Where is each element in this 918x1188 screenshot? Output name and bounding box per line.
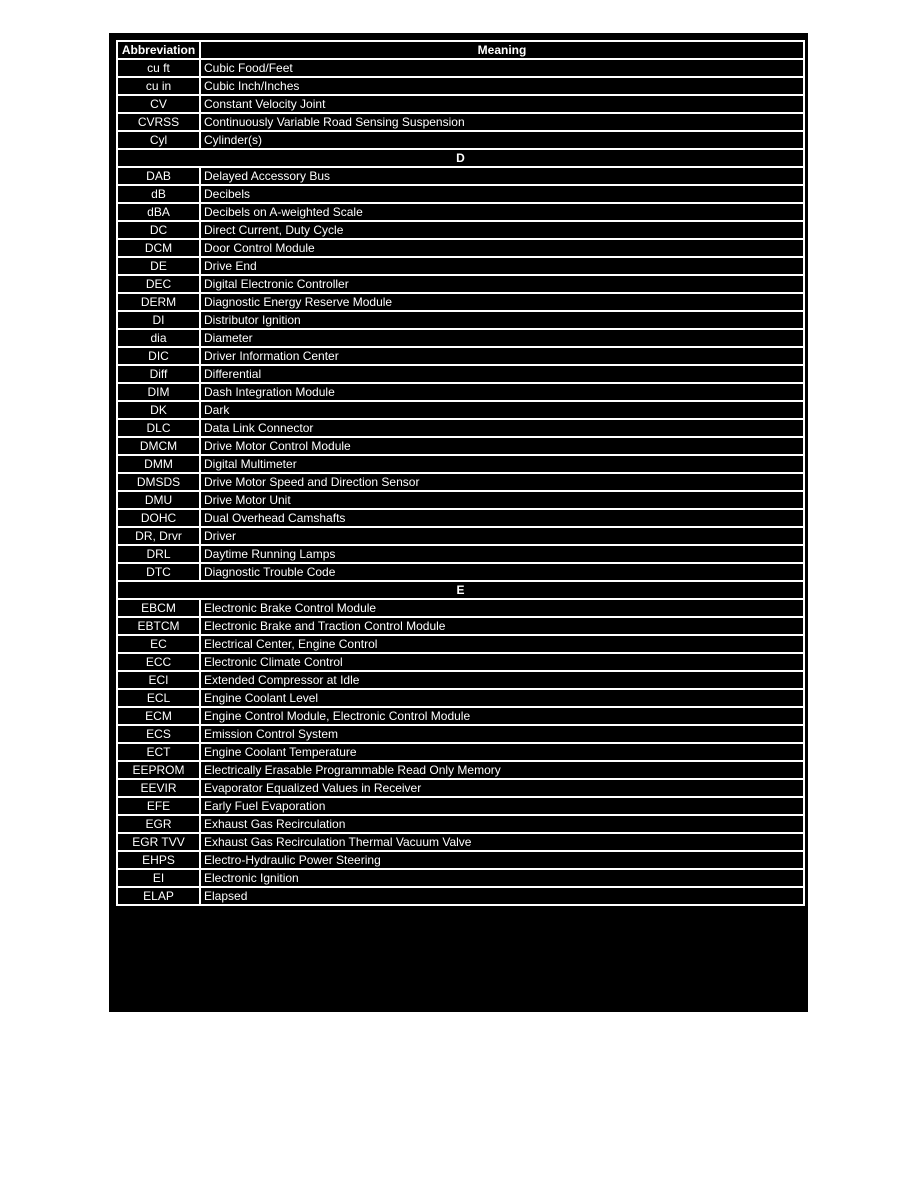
table-row	[117, 257, 804, 275]
meaning-cell: Diagnostic Trouble Code	[200, 563, 804, 581]
table-row	[117, 473, 804, 491]
abbreviation-cell: DCM	[117, 239, 200, 257]
abbreviation-cell: cu in	[117, 77, 200, 95]
meaning-cell: Door Control Module	[200, 239, 804, 257]
meaning-cell: Differential	[200, 365, 804, 383]
abbreviation-cell: ECC	[117, 653, 200, 671]
abbreviation-cell: EC	[117, 635, 200, 653]
meaning-cell: Digital Multimeter	[200, 455, 804, 473]
meaning-cell: Engine Coolant Level	[200, 689, 804, 707]
table-row	[117, 887, 804, 905]
abbreviation-cell: DK	[117, 401, 200, 419]
abbreviation-cell: cu ft	[117, 59, 200, 77]
table-row	[117, 761, 804, 779]
abbreviation-cell: EGR	[117, 815, 200, 833]
table-row	[117, 743, 804, 761]
table-row	[117, 275, 804, 293]
abbreviation-cell: dB	[117, 185, 200, 203]
table-row	[117, 653, 804, 671]
abbreviation-cell: DTC	[117, 563, 200, 581]
table-row	[117, 365, 804, 383]
meaning-cell: Electrical Center, Engine Control	[200, 635, 804, 653]
meaning-cell: Elapsed	[200, 887, 804, 905]
abbreviation-cell: DR, Drvr	[117, 527, 200, 545]
abbreviation-cell: DC	[117, 221, 200, 239]
abbreviation-cell: DEC	[117, 275, 200, 293]
abbreviation-cell: CVRSS	[117, 113, 200, 131]
abbreviation-cell: EBTCM	[117, 617, 200, 635]
abbreviation-cell: DIC	[117, 347, 200, 365]
meaning-cell: Electronic Climate Control	[200, 653, 804, 671]
abbreviation-cell: EHPS	[117, 851, 200, 869]
table-row	[117, 797, 804, 815]
abbreviation-cell: DLC	[117, 419, 200, 437]
table-row	[117, 635, 804, 653]
table-row	[117, 815, 804, 833]
table-row	[117, 167, 804, 185]
abbreviation-cell: DMCM	[117, 437, 200, 455]
table-row	[117, 617, 804, 635]
section-row	[117, 149, 804, 167]
abbreviation-cell: EFE	[117, 797, 200, 815]
meaning-cell: Exhaust Gas Recirculation Thermal Vacuum Valve	[200, 833, 804, 851]
meaning-cell: Drive Motor Control Module	[200, 437, 804, 455]
table-body	[117, 59, 804, 905]
meaning-cell: Extended Compressor at Idle	[200, 671, 804, 689]
meaning-cell: Engine Coolant Temperature	[200, 743, 804, 761]
section-row	[117, 581, 804, 599]
meaning-cell: Electronic Ignition	[200, 869, 804, 887]
meaning-cell: Emission Control System	[200, 725, 804, 743]
abbreviation-cell: ECI	[117, 671, 200, 689]
abbreviation-cell: Diff	[117, 365, 200, 383]
meaning-cell: Early Fuel Evaporation	[200, 797, 804, 815]
table-row	[117, 437, 804, 455]
abbreviation-cell: dBA	[117, 203, 200, 221]
table-row	[117, 185, 804, 203]
meaning-cell: Distributor Ignition	[200, 311, 804, 329]
meaning-cell: Engine Control Module, Electronic Control Module	[200, 707, 804, 725]
meaning-cell: Electronic Brake Control Module	[200, 599, 804, 617]
abbreviation-cell: Cyl	[117, 131, 200, 149]
meaning-cell: Cubic Inch/Inches	[200, 77, 804, 95]
meaning-cell: Evaporator Equalized Values in Receiver	[200, 779, 804, 797]
abbreviation-cell: DMM	[117, 455, 200, 473]
table-row	[117, 239, 804, 257]
table-row	[117, 59, 804, 77]
table-row	[117, 545, 804, 563]
meaning-cell: Electrically Erasable Programmable Read Only Memory	[200, 761, 804, 779]
abbreviation-cell: EBCM	[117, 599, 200, 617]
table-row	[117, 689, 804, 707]
table-row	[117, 203, 804, 221]
table-row	[117, 401, 804, 419]
abbreviation-cell: EGR TVV	[117, 833, 200, 851]
table-row	[117, 833, 804, 851]
abbreviation-cell: DE	[117, 257, 200, 275]
abbreviation-cell: DIM	[117, 383, 200, 401]
abbreviation-cell: DRL	[117, 545, 200, 563]
abbreviation-cell: ECM	[117, 707, 200, 725]
table-row	[117, 113, 804, 131]
table-row	[117, 851, 804, 869]
meaning-cell: Dash Integration Module	[200, 383, 804, 401]
table-row	[117, 347, 804, 365]
header-abbreviation: Abbreviation	[117, 41, 200, 59]
abbreviation-table	[116, 40, 805, 906]
abbreviation-cell: ECS	[117, 725, 200, 743]
meaning-cell: Dual Overhead Camshafts	[200, 509, 804, 527]
meaning-cell: Decibels on A-weighted Scale	[200, 203, 804, 221]
abbreviation-cell: DMU	[117, 491, 200, 509]
meaning-cell: Driver Information Center	[200, 347, 804, 365]
table-row	[117, 455, 804, 473]
meaning-cell: Electronic Brake and Traction Control Module	[200, 617, 804, 635]
meaning-cell: Digital Electronic Controller	[200, 275, 804, 293]
meaning-cell: Constant Velocity Joint	[200, 95, 804, 113]
meaning-cell: Direct Current, Duty Cycle	[200, 221, 804, 239]
table-row	[117, 131, 804, 149]
meaning-cell: Cubic Food/Feet	[200, 59, 804, 77]
meaning-cell: Continuously Variable Road Sensing Suspension	[200, 113, 804, 131]
table-row	[117, 563, 804, 581]
header-meaning: Meaning	[200, 41, 804, 59]
abbreviation-cell: DI	[117, 311, 200, 329]
meaning-cell: Decibels	[200, 185, 804, 203]
section-letter: D	[117, 149, 804, 167]
abbreviation-cell: DOHC	[117, 509, 200, 527]
table-row	[117, 779, 804, 797]
table-row	[117, 419, 804, 437]
abbreviation-cell: DAB	[117, 167, 200, 185]
table-row	[117, 527, 804, 545]
meaning-cell: Delayed Accessory Bus	[200, 167, 804, 185]
table-row	[117, 95, 804, 113]
table-row	[117, 725, 804, 743]
meaning-cell: Drive End	[200, 257, 804, 275]
abbreviation-cell: ECL	[117, 689, 200, 707]
meaning-cell: Drive Motor Speed and Direction Sensor	[200, 473, 804, 491]
abbreviation-cell: dia	[117, 329, 200, 347]
meaning-cell: Daytime Running Lamps	[200, 545, 804, 563]
meaning-cell: Dark	[200, 401, 804, 419]
meaning-cell: Electro-Hydraulic Power Steering	[200, 851, 804, 869]
table-row	[117, 311, 804, 329]
abbreviation-sheet	[109, 33, 808, 1012]
table-row	[117, 383, 804, 401]
meaning-cell: Data Link Connector	[200, 419, 804, 437]
table-row	[117, 293, 804, 311]
table-row	[117, 707, 804, 725]
table-row	[117, 599, 804, 617]
table-row	[117, 329, 804, 347]
table-row	[117, 77, 804, 95]
section-letter: E	[117, 581, 804, 599]
table-header-row	[117, 41, 804, 59]
table-row	[117, 671, 804, 689]
abbreviation-cell: ELAP	[117, 887, 200, 905]
table-row	[117, 221, 804, 239]
table-row	[117, 509, 804, 527]
meaning-cell: Cylinder(s)	[200, 131, 804, 149]
meaning-cell: Drive Motor Unit	[200, 491, 804, 509]
abbreviation-cell: EI	[117, 869, 200, 887]
meaning-cell: Diameter	[200, 329, 804, 347]
table-row	[117, 491, 804, 509]
abbreviation-cell: DERM	[117, 293, 200, 311]
meaning-cell: Diagnostic Energy Reserve Module	[200, 293, 804, 311]
abbreviation-cell: EEPROM	[117, 761, 200, 779]
abbreviation-cell: DMSDS	[117, 473, 200, 491]
abbreviation-cell: EEVIR	[117, 779, 200, 797]
abbreviation-cell: CV	[117, 95, 200, 113]
meaning-cell: Driver	[200, 527, 804, 545]
abbreviation-cell: ECT	[117, 743, 200, 761]
table-row	[117, 869, 804, 887]
meaning-cell: Exhaust Gas Recirculation	[200, 815, 804, 833]
